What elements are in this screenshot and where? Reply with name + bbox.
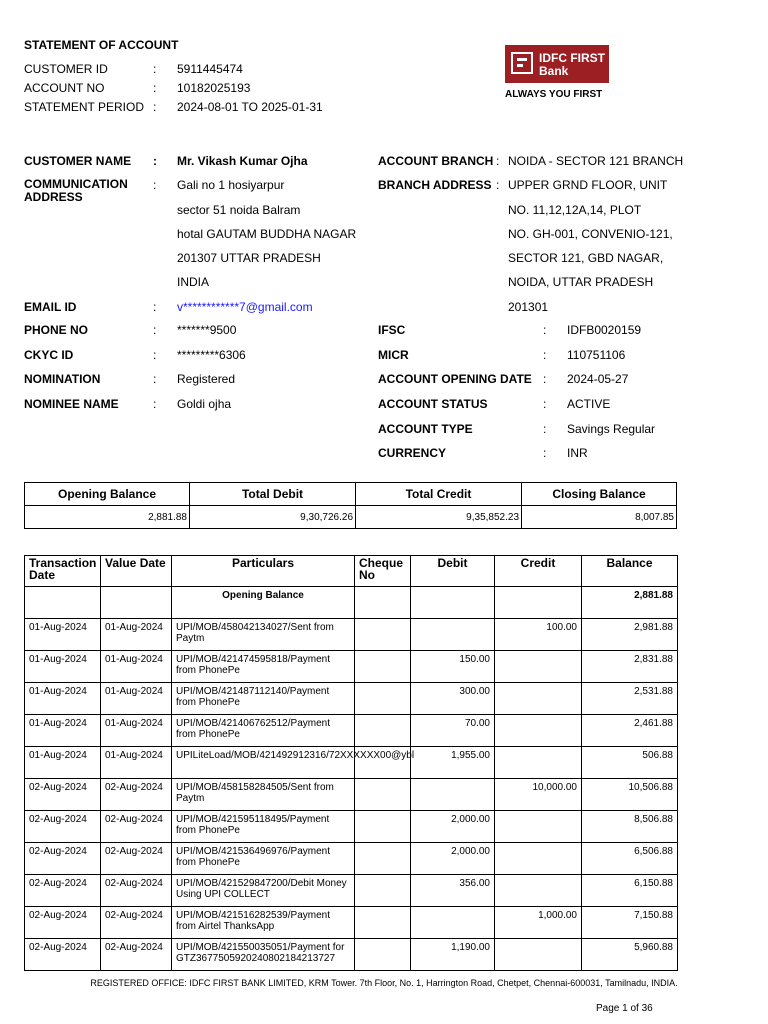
particulars-cell: UPI/MOB/458158284505/Sent from Paytm — [172, 779, 355, 811]
summary-header: Opening Balance — [25, 483, 190, 506]
transaction-date-cell: 02-Aug-2024 — [25, 779, 101, 811]
transaction-date-cell: 02-Aug-2024 — [25, 907, 101, 939]
transaction-date-cell: 01-Aug-2024 — [25, 747, 101, 779]
summary-header: Total Credit — [356, 483, 522, 506]
credit-cell — [495, 811, 582, 843]
transaction-date-cell: 01-Aug-2024 — [25, 651, 101, 683]
customer-name-value: Mr. Vikash Kumar Ojha — [177, 154, 308, 168]
cheque-no-cell — [355, 619, 411, 651]
credit-cell — [495, 683, 582, 715]
customer-id-value: 5911445474 — [177, 62, 243, 76]
nominee-label: NOMINEE NAME — [24, 397, 119, 411]
phone-label: PHONE NO — [24, 323, 89, 337]
credit-cell — [495, 875, 582, 907]
opening-balance-row — [25, 587, 678, 619]
communication-address-label-line2: ADDRESS — [24, 190, 83, 204]
particulars-cell: UPI/MOB/421595118495/Payment from PhonePe — [172, 811, 355, 843]
bank-logo-text — [539, 52, 605, 78]
col-header-debit: Debit — [411, 556, 495, 587]
particulars-cell: UPI/MOB/421487112140/Payment from PhonePe — [172, 683, 355, 715]
col-header-credit: Credit — [495, 556, 582, 587]
cell — [25, 587, 101, 619]
col-header-transaction-date: Transaction Date — [25, 556, 101, 587]
colon: : — [153, 348, 157, 362]
account-type-value: Savings Regular — [567, 422, 656, 436]
table-row — [25, 875, 678, 907]
credit-cell — [495, 651, 582, 683]
colon: : — [153, 100, 157, 114]
value-date-cell: 01-Aug-2024 — [101, 683, 172, 715]
colon: : — [543, 422, 547, 436]
colon: : — [153, 81, 157, 95]
particulars-cell: UPI/MOB/421536496976/Payment from PhonePe — [172, 843, 355, 875]
account-type-label: ACCOUNT TYPE — [378, 422, 473, 436]
cell — [355, 587, 411, 619]
table-row — [25, 779, 678, 811]
opening-date-value: 2024-05-27 — [567, 372, 629, 386]
nomination-value: Registered — [177, 372, 236, 386]
colon: : — [153, 62, 157, 76]
particulars-cell: UPI/MOB/421406762512/Payment from PhonePe — [172, 715, 355, 747]
cheque-no-cell — [355, 843, 411, 875]
colon: : — [153, 178, 157, 192]
micr-label: MICR — [378, 348, 409, 362]
credit-cell: 100.00 — [495, 619, 582, 651]
cheque-no-cell — [355, 715, 411, 747]
transaction-date-cell: 02-Aug-2024 — [25, 843, 101, 875]
debit-cell: 356.00 — [411, 875, 495, 907]
registered-office-footer: REGISTERED OFFICE: IDFC FIRST BANK LIMITED, KRM Tower. 7th Floor, No. 1, Harrington Road, Chetpet, Chennai-600031, Tamilnadu, INDIA. — [90, 978, 678, 988]
phone-value: *******9500 — [177, 323, 237, 337]
statement-period-label: STATEMENT PERIOD — [24, 100, 145, 114]
cheque-no-cell — [355, 651, 411, 683]
email-label: EMAIL ID — [24, 300, 77, 314]
table-row — [25, 907, 678, 939]
debit-cell: 1,955.00 — [411, 747, 495, 779]
value-date-cell: 02-Aug-2024 — [101, 939, 172, 971]
particulars-cell: UPILiteLoad/MOB/421492912316/72XXXXXX00@ybl — [172, 747, 355, 779]
total-credit-value: 9,35,852.23 — [356, 506, 522, 529]
balance-cell: 2,981.88 — [582, 619, 678, 651]
email-link[interactable]: v************7@gmail.com — [177, 300, 313, 314]
account-branch-value: NOIDA - SECTOR 121 BRANCH — [508, 154, 684, 168]
closing-balance-value: 8,007.85 — [522, 506, 677, 529]
cheque-no-cell — [355, 875, 411, 907]
transaction-date-cell: 01-Aug-2024 — [25, 619, 101, 651]
debit-cell — [411, 779, 495, 811]
bank-logo-icon — [511, 52, 533, 74]
address-line: sector 51 noida Balram — [177, 203, 301, 217]
col-header-cheque-no: Cheque No — [355, 556, 411, 587]
customer-id-label: CUSTOMER ID — [24, 62, 108, 76]
cheque-no-cell — [355, 811, 411, 843]
branch-address-line: NOIDA, UTTAR PRADESH — [508, 275, 654, 289]
account-status-value: ACTIVE — [567, 397, 611, 411]
account-no-label: ACCOUNT NO — [24, 81, 105, 95]
nomination-label: NOMINATION — [24, 372, 101, 386]
ckyc-label: CKYC ID — [24, 348, 74, 362]
debit-cell: 2,000.00 — [411, 843, 495, 875]
summary-header-row — [25, 483, 677, 506]
ifsc-label: IFSC — [378, 323, 406, 337]
value-date-cell: 01-Aug-2024 — [101, 715, 172, 747]
value-date-cell: 01-Aug-2024 — [101, 619, 172, 651]
colon: : — [543, 323, 547, 337]
summary-header: Total Debit — [190, 483, 356, 506]
particulars-cell: UPI/MOB/421474595818/Payment from PhonePe — [172, 651, 355, 683]
bank-logo — [505, 45, 609, 83]
ifsc-value: IDFB0020159 — [567, 323, 642, 337]
debit-cell: 70.00 — [411, 715, 495, 747]
balance-cell: 2,461.88 — [582, 715, 678, 747]
value-date-cell: 02-Aug-2024 — [101, 875, 172, 907]
table-row — [25, 715, 678, 747]
nominee-value: Goldi ojha — [177, 397, 232, 411]
communication-address-label — [24, 178, 128, 204]
branch-address-line: NO. GH-001, CONVENIO-121, — [508, 227, 673, 241]
colon: : — [153, 372, 157, 386]
table-row — [25, 939, 678, 971]
cheque-no-cell — [355, 683, 411, 715]
balance-cell: 10,506.88 — [582, 779, 678, 811]
value-date-cell: 02-Aug-2024 — [101, 843, 172, 875]
summary-header: Closing Balance — [522, 483, 677, 506]
col-header-particulars: Particulars — [172, 556, 355, 587]
cheque-no-cell — [355, 779, 411, 811]
balance-cell: 7,150.88 — [582, 907, 678, 939]
balance-summary-table — [24, 482, 677, 529]
table-row — [25, 683, 678, 715]
cheque-no-cell — [355, 939, 411, 971]
credit-cell — [495, 715, 582, 747]
account-status-label: ACCOUNT STATUS — [378, 397, 488, 411]
value-date-cell: 01-Aug-2024 — [101, 651, 172, 683]
particulars-cell: UPI/MOB/421529847200/Debit Money Using UPI COLLECT — [172, 875, 355, 907]
transaction-date-cell: 02-Aug-2024 — [25, 875, 101, 907]
transactions-header-row — [25, 556, 678, 587]
balance-cell: 5,960.88 — [582, 939, 678, 971]
credit-cell — [495, 939, 582, 971]
branch-address-line: NO. 11,12,12A,14, PLOT — [508, 203, 642, 217]
table-row — [25, 811, 678, 843]
opening-balance-label: Opening Balance — [172, 587, 355, 619]
particulars-cell: UPI/MOB/421550035051/Payment for GTZ3677505920240802184213727 — [172, 939, 355, 971]
statement-title: STATEMENT OF ACCOUNT — [24, 38, 179, 52]
table-row — [25, 747, 678, 779]
address-line: hotal GAUTAM BUDDHA NAGAR — [177, 227, 357, 241]
particulars-cell: UPI/MOB/421516282539/Payment from Airtel ThanksApp — [172, 907, 355, 939]
transaction-date-cell: 01-Aug-2024 — [25, 715, 101, 747]
colon: : — [153, 323, 157, 337]
branch-address-line: 201301 — [508, 300, 549, 314]
credit-cell: 1,000.00 — [495, 907, 582, 939]
account-branch-label: ACCOUNT BRANCH — [378, 154, 494, 168]
cell — [411, 587, 495, 619]
value-date-cell: 02-Aug-2024 — [101, 811, 172, 843]
debit-cell — [411, 619, 495, 651]
transaction-date-cell: 02-Aug-2024 — [25, 811, 101, 843]
balance-cell: 506.88 — [582, 747, 678, 779]
colon: : — [496, 154, 500, 168]
colon: : — [153, 397, 157, 411]
branch-address-line: UPPER GRND FLOOR, UNIT — [508, 178, 668, 192]
balance-cell: 6,506.88 — [582, 843, 678, 875]
transaction-date-cell: 01-Aug-2024 — [25, 683, 101, 715]
address-line: INDIA — [177, 275, 210, 289]
cheque-no-cell — [355, 907, 411, 939]
debit-cell: 1,190.00 — [411, 939, 495, 971]
balance-cell: 2,831.88 — [582, 651, 678, 683]
currency-value: INR — [567, 446, 588, 460]
communication-address-label-line1: COMMUNICATION — [24, 177, 128, 191]
col-header-value-date: Value Date — [101, 556, 172, 587]
transaction-date-cell: 02-Aug-2024 — [25, 939, 101, 971]
statement-period-value: 2024-08-01 TO 2025-01-31 — [177, 100, 323, 114]
address-line: Gali no 1 hosiyarpur — [177, 178, 285, 192]
ckyc-value: *********6306 — [177, 348, 246, 362]
cell — [495, 587, 582, 619]
credit-cell — [495, 843, 582, 875]
debit-cell: 300.00 — [411, 683, 495, 715]
bank-logo-line1: IDFC FIRST — [539, 51, 605, 65]
page-number: Page 1 of 36 — [596, 1003, 653, 1014]
opening-balance-value: 2,881.88 — [25, 506, 190, 529]
colon: : — [153, 154, 157, 168]
opening-date-label: ACCOUNT OPENING DATE — [378, 372, 532, 386]
customer-name-label: CUSTOMER NAME — [24, 154, 132, 168]
particulars-cell: UPI/MOB/458042134027/Sent from Paytm — [172, 619, 355, 651]
colon: : — [496, 178, 500, 192]
value-date-cell: 01-Aug-2024 — [101, 747, 172, 779]
cell — [101, 587, 172, 619]
colon: : — [543, 446, 547, 460]
colon: : — [543, 348, 547, 362]
value-date-cell: 02-Aug-2024 — [101, 779, 172, 811]
colon: : — [543, 397, 547, 411]
colon: : — [543, 372, 547, 386]
debit-cell — [411, 907, 495, 939]
account-no-value: 10182025193 — [177, 81, 251, 95]
balance-cell: 8,506.88 — [582, 811, 678, 843]
colon: : — [153, 300, 157, 314]
col-header-balance: Balance — [582, 556, 678, 587]
bank-logo-line2: Bank — [539, 64, 569, 78]
debit-cell: 150.00 — [411, 651, 495, 683]
table-row — [25, 843, 678, 875]
total-debit-value: 9,30,726.26 — [190, 506, 356, 529]
currency-label: CURRENCY — [378, 446, 447, 460]
credit-cell — [495, 747, 582, 779]
balance-cell: 6,150.88 — [582, 875, 678, 907]
table-row — [25, 619, 678, 651]
bank-tagline: ALWAYS YOU FIRST — [505, 89, 603, 100]
opening-balance-cell: 2,881.88 — [582, 587, 678, 619]
transactions-table — [24, 555, 678, 971]
summary-value-row — [25, 506, 677, 529]
table-row — [25, 651, 678, 683]
address-line: 201307 UTTAR PRADESH — [177, 251, 321, 265]
value-date-cell: 02-Aug-2024 — [101, 907, 172, 939]
micr-value: 110751106 — [567, 348, 626, 362]
balance-cell: 2,531.88 — [582, 683, 678, 715]
credit-cell: 10,000.00 — [495, 779, 582, 811]
branch-address-line: SECTOR 121, GBD NAGAR, — [508, 251, 664, 265]
debit-cell: 2,000.00 — [411, 811, 495, 843]
branch-address-label: BRANCH ADDRESS — [378, 178, 492, 192]
